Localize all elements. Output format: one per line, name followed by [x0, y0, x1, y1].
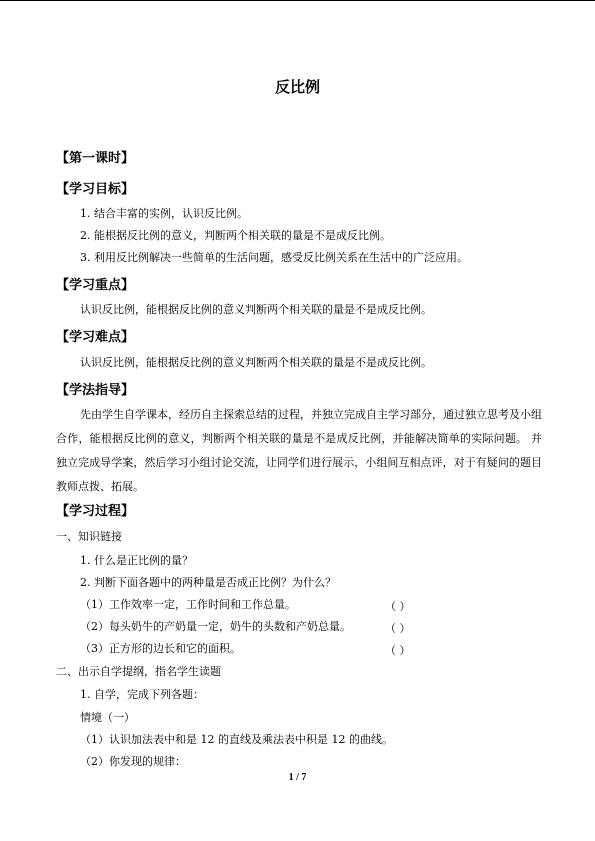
sub-question-1: （1）工作效率一定，工作时间和工作总量。 [80, 598, 296, 611]
top-border-line [0, 0, 595, 1]
question-1: 1. 什么是正比例的量？ [80, 554, 193, 567]
goal-item: 3. 利用反比例解决一些简单的生活问题，感受反比例关系在生活中的广泛应用。 [80, 251, 468, 264]
key-point-text: 认识反比例，能根据反比例的意义判断两个相关联的量是不是成反比例。 [80, 303, 432, 316]
lesson-heading: 【第一课时】 [56, 151, 135, 166]
answer-paren-2: （ ） [385, 622, 411, 635]
key-point-heading: 【学习重点】 [56, 278, 135, 293]
self-study-item: 1. 自学，完成下列各题： [80, 688, 204, 701]
page-number: 1 / 7 [288, 772, 307, 783]
question-2: 2. 判断下面各题中的两种量是否成正比例？为什么？ [80, 576, 336, 589]
section-self-study: 二、出示自学提纲，指名学生读题 [56, 665, 221, 678]
method-text: 先由学生自学课本，经历自主探索总结的过程，并独立完成自主学习部分，通过独立思考及小组合作，能根据反比例的意义，判断两个相关联的量是不是成反比例，并能解决简单的实际问题。 并独立完成导学案，然后学习小组讨论交流，让同学们进行展示，小组间互相点评，对于有疑问的题目教师点拨、拓展。 [56, 408, 542, 493]
difficulty-text: 认识反比例，能根据反比例的意义判断两个相关联的量是不是成反比例。 [80, 356, 432, 369]
scenario-label: 情境（一） [80, 711, 135, 724]
sub-question-2: （2）每头奶牛的产奶量一定，奶牛的头数和产奶总量。 [80, 620, 351, 633]
sub-question-3: （3）正方形的边长和它的面积。 [80, 642, 241, 655]
scenario-item-1: （1）认识加法表中和是 12 的直线及乘法表中积是 12 的曲线。 [80, 733, 393, 746]
process-heading: 【学习过程】 [56, 504, 135, 519]
page-title: 反比例 [274, 78, 320, 96]
goals-heading: 【学习目标】 [56, 182, 135, 197]
answer-paren-3: （ ） [385, 644, 411, 657]
goal-item: 1. 结合丰富的实例，认识反比例。 [80, 207, 248, 220]
scenario-item-2: （2）你发现的规律： [80, 755, 186, 768]
answer-paren-1: （ ） [385, 600, 411, 613]
goal-item: 2. 能根据反比例的意义，判断两个相关联的量是不是成反比例。 [80, 229, 391, 242]
section-knowledge-link: 一、知识链接 [56, 530, 122, 543]
method-heading: 【学法指导】 [56, 383, 135, 398]
difficulty-heading: 【学习难点】 [56, 330, 135, 345]
